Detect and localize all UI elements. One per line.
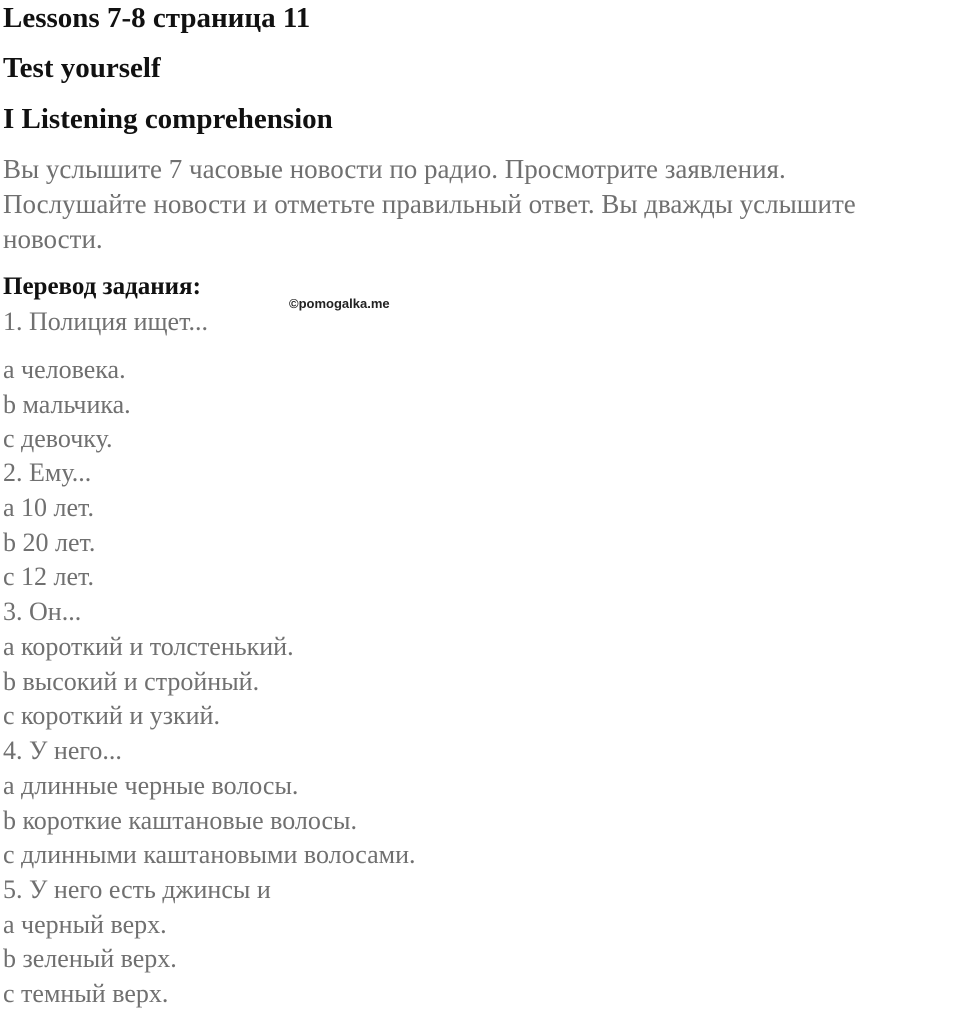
list-item: a 10 лет. (3, 493, 94, 522)
translation-heading: Перевод задания: (3, 273, 201, 300)
list-item: 4. У него... (3, 736, 122, 765)
list-item: a человека. (3, 355, 126, 384)
list-item: c девочку. (3, 424, 113, 453)
intro-line: Послушайте новости и отметьте правильный ответ. Вы дважды услышите (3, 189, 856, 219)
list-item: 5. У него есть джинсы и (3, 875, 271, 904)
list-item: 3. Он... (3, 597, 82, 626)
list-item: b 20 лет. (3, 528, 96, 557)
list-item: c 12 лет. (3, 562, 94, 591)
list-item: 2. Ему... (3, 458, 92, 487)
list-item: b мальчика. (3, 390, 131, 419)
list-item: a черный верх. (3, 910, 167, 939)
list-item: b высокий и стройный. (3, 667, 260, 696)
list-item: a короткий и толстенький. (3, 632, 294, 661)
intro-line: новости. (3, 224, 103, 254)
section-heading: I Listening comprehension (3, 103, 333, 135)
list-item: c темный верх. (3, 979, 169, 1008)
list-item: c короткий и узкий. (3, 701, 220, 730)
intro-paragraph (3, 152, 960, 257)
list-item: c длинными каштановыми волосами. (3, 840, 416, 869)
watermark: ©pomogalka.me (289, 296, 390, 311)
list-item: b короткие каштановые волосы. (3, 806, 358, 835)
page-title: Lessons 7-8 страница 11 (3, 2, 311, 34)
list-item: b зеленый верх. (3, 944, 177, 973)
intro-line: Вы услышите 7 часовые новости по радио. Просмотрите заявления. (3, 154, 786, 184)
list-item: a длинные черные волосы. (3, 771, 299, 800)
list-item: 1. Полиция ищет... (3, 307, 208, 336)
test-yourself-heading: Test yourself (3, 52, 161, 84)
